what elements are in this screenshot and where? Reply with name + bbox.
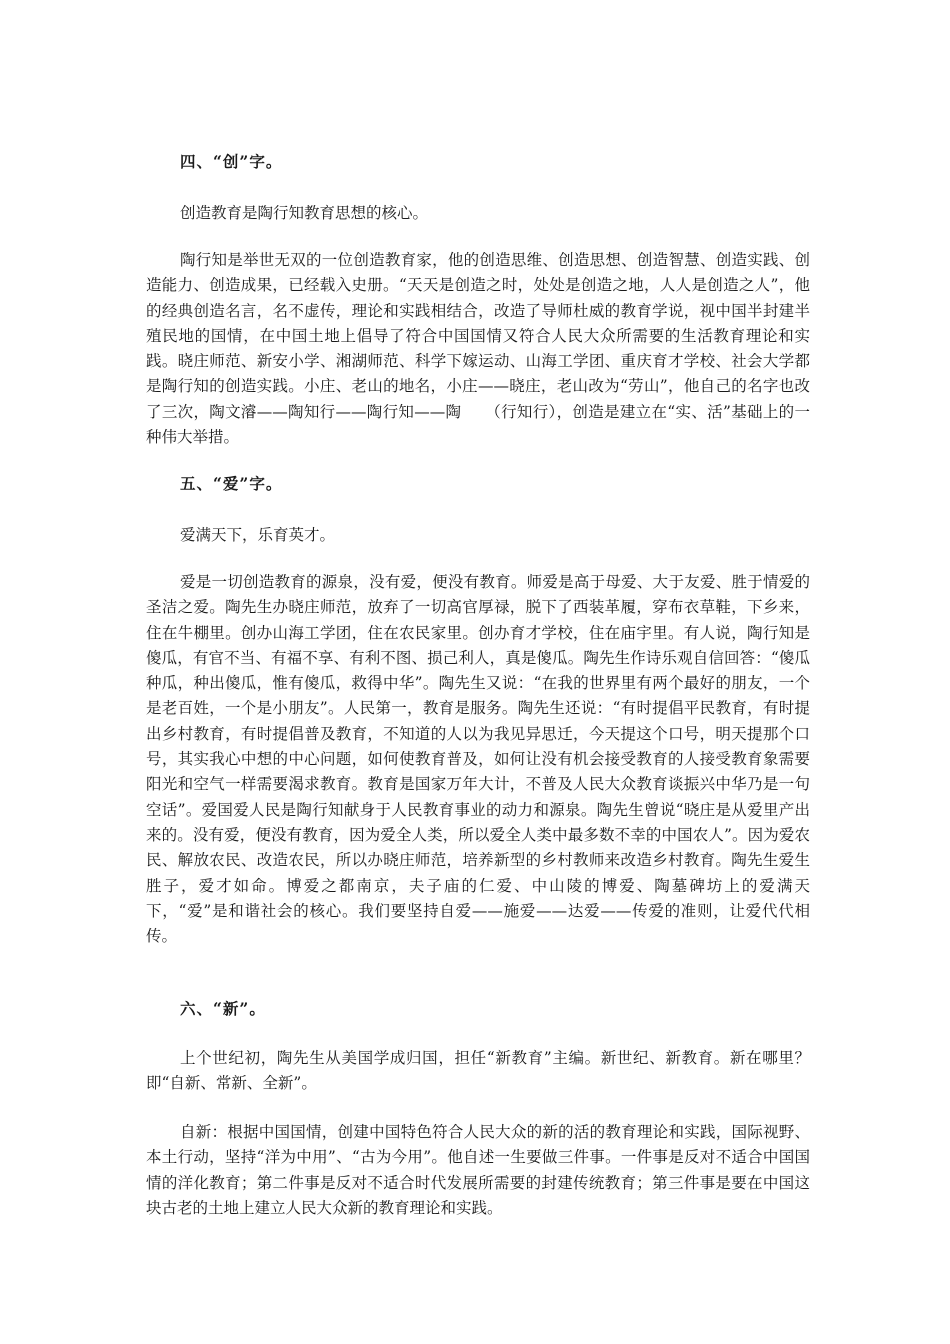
section-heading-chuang: 四、“创”字。 xyxy=(180,152,283,171)
paragraph-chuang: 陶行知是举世无双的一位创造教育家，他的创造思维、创造思想、创造智慧、创造实践、创造能力、创造成果，已经载入史册。“天天是创造之时，处处是创造之地，人人是创造之人”，他的经典创造名言，名不虚传，理论和实践相结合，改造了导师杜威的教育学说，视中国半封建半殖民地的国情，在中国土地上倡导了符合中国国情又符合人民大众所需要的生活教育理论和实践。晓庄师范、新安小学、湘湖师范、科学下嫁运动、山海工学团、重庆育才学校、社会大学都是陶行知的创造实践。小庄、老山的地名，小庄——晓庄，老山改为“劳山”，他自己的名字也改了三次，陶文濬——陶知行——陶行知——陶 （行知行），创造是建立在“实、活”基础上的一种伟大举措。 xyxy=(146,251,810,447)
section-heading-xin: 六、“新”。 xyxy=(180,999,266,1018)
section-subtitle-chuang: 创造教育是陶行知教育思想的核心。 xyxy=(180,204,429,222)
section-heading-ai: 五、“爱”字。 xyxy=(180,474,283,493)
section-subtitle-ai: 爱满天下，乐育英才。 xyxy=(180,526,336,544)
paragraph-xin-intro: 上个世纪初，陶先生从美国学成归国，担任“新教育”主编。新世纪、新教育。新在哪里？即“自新、常新、全新”。 xyxy=(146,1049,810,1093)
paragraph-ai: 爱是一切创造教育的源泉，没有爱，便没有教育。师爱是高于母爱、大于友爱、胜于情爱的圣洁之爱。陶先生办晓庄师范，放弃了一切高官厚禄，脱下了西装革履，穿布衣草鞋，下乡来，住在牛棚里。创办山海工学团，住在农民家里。创办育才学校，住在庙宇里。有人说，陶行知是傻瓜，有官不当、有福不享、有利不图、损己利人，真是傻瓜。陶先生作诗乐观自信回答：“傻瓜种瓜，种出傻瓜，惟有傻瓜，救得中华”。陶先生又说：“在我的世界里有两个最好的朋友，一个是老百姓，一个是小朋友”。人民第一，教育是服务。陶先生还说：“有时提倡平民教育，有时提出乡村教育，有时提倡普及教育，不知道的人以为我见异思迁，今天提这个口号，明天提那个口号，其实我心中想的中心问题，如何使教育普及，如何让没有机会接受教育的人接受教育象需要阳光和空气一样需要渴求教育。教育是国家万年大计，不普及人民大众教育谈振兴中华乃是一句空话”。爱国爱人民是陶行知献身于人民教育事业的动力和源泉。陶先生曾说“晓庄是从爱里产出来的。没有爱，便没有教育，因为爱全人类，所以爱全人类中最多数不幸的中国农人”。因为爱农民、解放农民、改造农民，所以办晓庄师范，培养新型的乡村教师来改造乡村教育。陶先生爱生胜子，爱才如命。博爱之都南京，夫子庙的仁爱、中山陵的博爱、陶墓碑坊上的爱满天下，“爱”是和谐社会的核心。我们要坚持自爱——施爱——达爱——传爱的准则，让爱代代相传。 xyxy=(146,573,810,946)
paragraph-xin-zixin: 自新：根据中国国情，创建中国特色符合人民大众的新的活的教育理论和实践，国际视野、本土行动，坚持“洋为中用”、“古为今用”。他自述一生要做三件事。一件事是反对不适合中国国情的洋化教育；第二件事是反对不适合时代发展所需要的封建传统教育；第三件事是要在中国这块古老的土地上建立人民大众新的教育理论和实践。 xyxy=(146,1123,810,1217)
